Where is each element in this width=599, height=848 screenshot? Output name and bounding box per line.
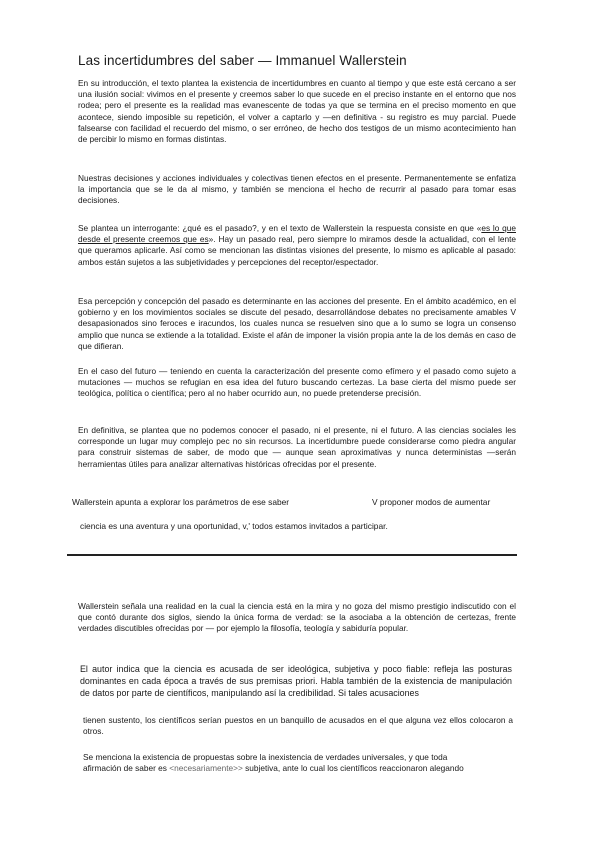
- paragraph-past-question: [78, 223, 516, 268]
- quoted-necesariamente: <necesariamente>>: [169, 763, 243, 774]
- fragment-science-adventure: ciencia es una aventura y una oportunidad, v,' todos estamos invitados a participar.: [80, 521, 388, 531]
- paragraph-universal-truths: [83, 752, 513, 774]
- paragraph-conclusion: En definitiva, se plantea que no podemos conocer el pasado, ni el presente, ni el futuro. A las ciencias sociales les corresponde un lugar muy complejo pec no sin recursos. La incertidumbre puede considerarse como piedra angular para construir sistemas de saber, de modo que — aunque sean aproximativas y nunca deterministas —serán herramientas útiles para analizar alternativas históricas ofrecidas por el presente.: [78, 425, 516, 469]
- fragment-left: Wallerstein apunta a explorar los parámetros de ese saber: [72, 497, 290, 507]
- paragraph-accusations: El autor indica que la ciencia es acusada de ser ideológica, subjetiva y poco fiable: refleja las posturas dominantes en cada época a través de sus premisas priori. Habla también de la existencia de manipulación de datos por parte de científicos, manipulando así la credibilidad. Si tales acusaciones: [80, 664, 512, 699]
- paragraph-past-question-start: Se plantea un interrogante: ¿qué es el pasado?, y en el texto de Wallerstein la respuesta consiste en que «: [78, 223, 482, 233]
- universal-truths-line1: Se menciona la existencia de propuestas sobre la inexistencia de verdades universales, y que toda: [83, 752, 448, 762]
- paragraph-past-question-end: ». Hay un pasado real, pero siempre lo miramos desde la actualidad, con el lente que queramos aplicarle. Así como se mencionan las distintas visiones del presente, lo mismo es aplicable al pasado: ambos están sujetos a las subjetividades y percepciones del receptor/espectador.: [78, 234, 516, 267]
- paragraph-accusations-cont: tienen sustento, los científicos serían puestos en un banquillo de acusados en el que alguna vez ellos colocaron a otros.: [83, 715, 513, 737]
- underlined-quote: es lo que desde el presente creemos que es: [78, 223, 516, 245]
- paragraph-future: En el caso del futuro — teniendo en cuenta la caracterización del presente como efímero y el pasado como sujeto a mutaciones — muchos se refugian en esa idea del futuro buscando certezas. La base cierta del mismo puede ser teológica, política o científica; pero al no haber ocurrido aun, no puede pretenderse precisión.: [78, 366, 516, 399]
- universal-truths-line2-end: subjetiva, ante lo cual los científicos reaccionaron alegando: [242, 763, 464, 774]
- universal-truths-line2-start: afirmación de saber es: [83, 763, 170, 774]
- paragraph-decisions: Nuestras decisiones y acciones individuales y colectivas tienen efectos en el presente. Permanentemente se enfatiza la importancia que se le da al mismo, y también se menciona el hecho de recurrir al pasado para tomar esas decisiones.: [78, 173, 516, 206]
- paragraph-science-prestige: Wallerstein señala una realidad en la cual la ciencia está en la mira y no goza del mismo prestigio indiscutido con el que contó durante dos siglos, siendo la única forma de verdad: se la asociaba a la obtención de certezas, frente verdades discutibles ofrecidas por — por ejemplo la filosofía, teología y sabiduría popular.: [78, 601, 516, 634]
- fragment-right: V proponer modos de aumentar: [372, 497, 491, 507]
- paragraph-intro: En su introducción, el texto plantea la existencia de incertidumbres en cuanto al tiempo y que este está cercano a ser una ilusión social: vivimos en el presente y creemos saber lo que sucede en el preciso instante en el entorno que nos rodea; pero el presente es la realidad mas evanescente de todas ya que se termina en el preciso momento en que acontece, siendo imposible su repetición, el volver a captarlo y —en definitiva - su registro es muy parcial. Puede falsearse con facilidad el recuerdo del mismo, o ser erróneo, de hecho dos testigos de un mismo acontecimiento han de percibir lo mismo en formas distintas.: [78, 78, 516, 145]
- document-title: Las incertidumbres del saber — Immanuel Wallerstein: [78, 53, 407, 68]
- paragraph-perception: Esa percepción y concepción del pasado es determinante en las acciones del presente. En el ámbito académico, en el gobierno y en los movimientos sociales se discute del pesado, desarrollándose debates no precisamente amables V desapasionados sino feroces e iracundos, los cuales nunca se resuelven sino que a lo sumo se logra un consenso amplio que nunca se extiende a la totalidad. Existe el afán de imponer la visión propia ante la de los demás en caso de que difieran.: [78, 296, 516, 351]
- section-divider: [67, 554, 517, 556]
